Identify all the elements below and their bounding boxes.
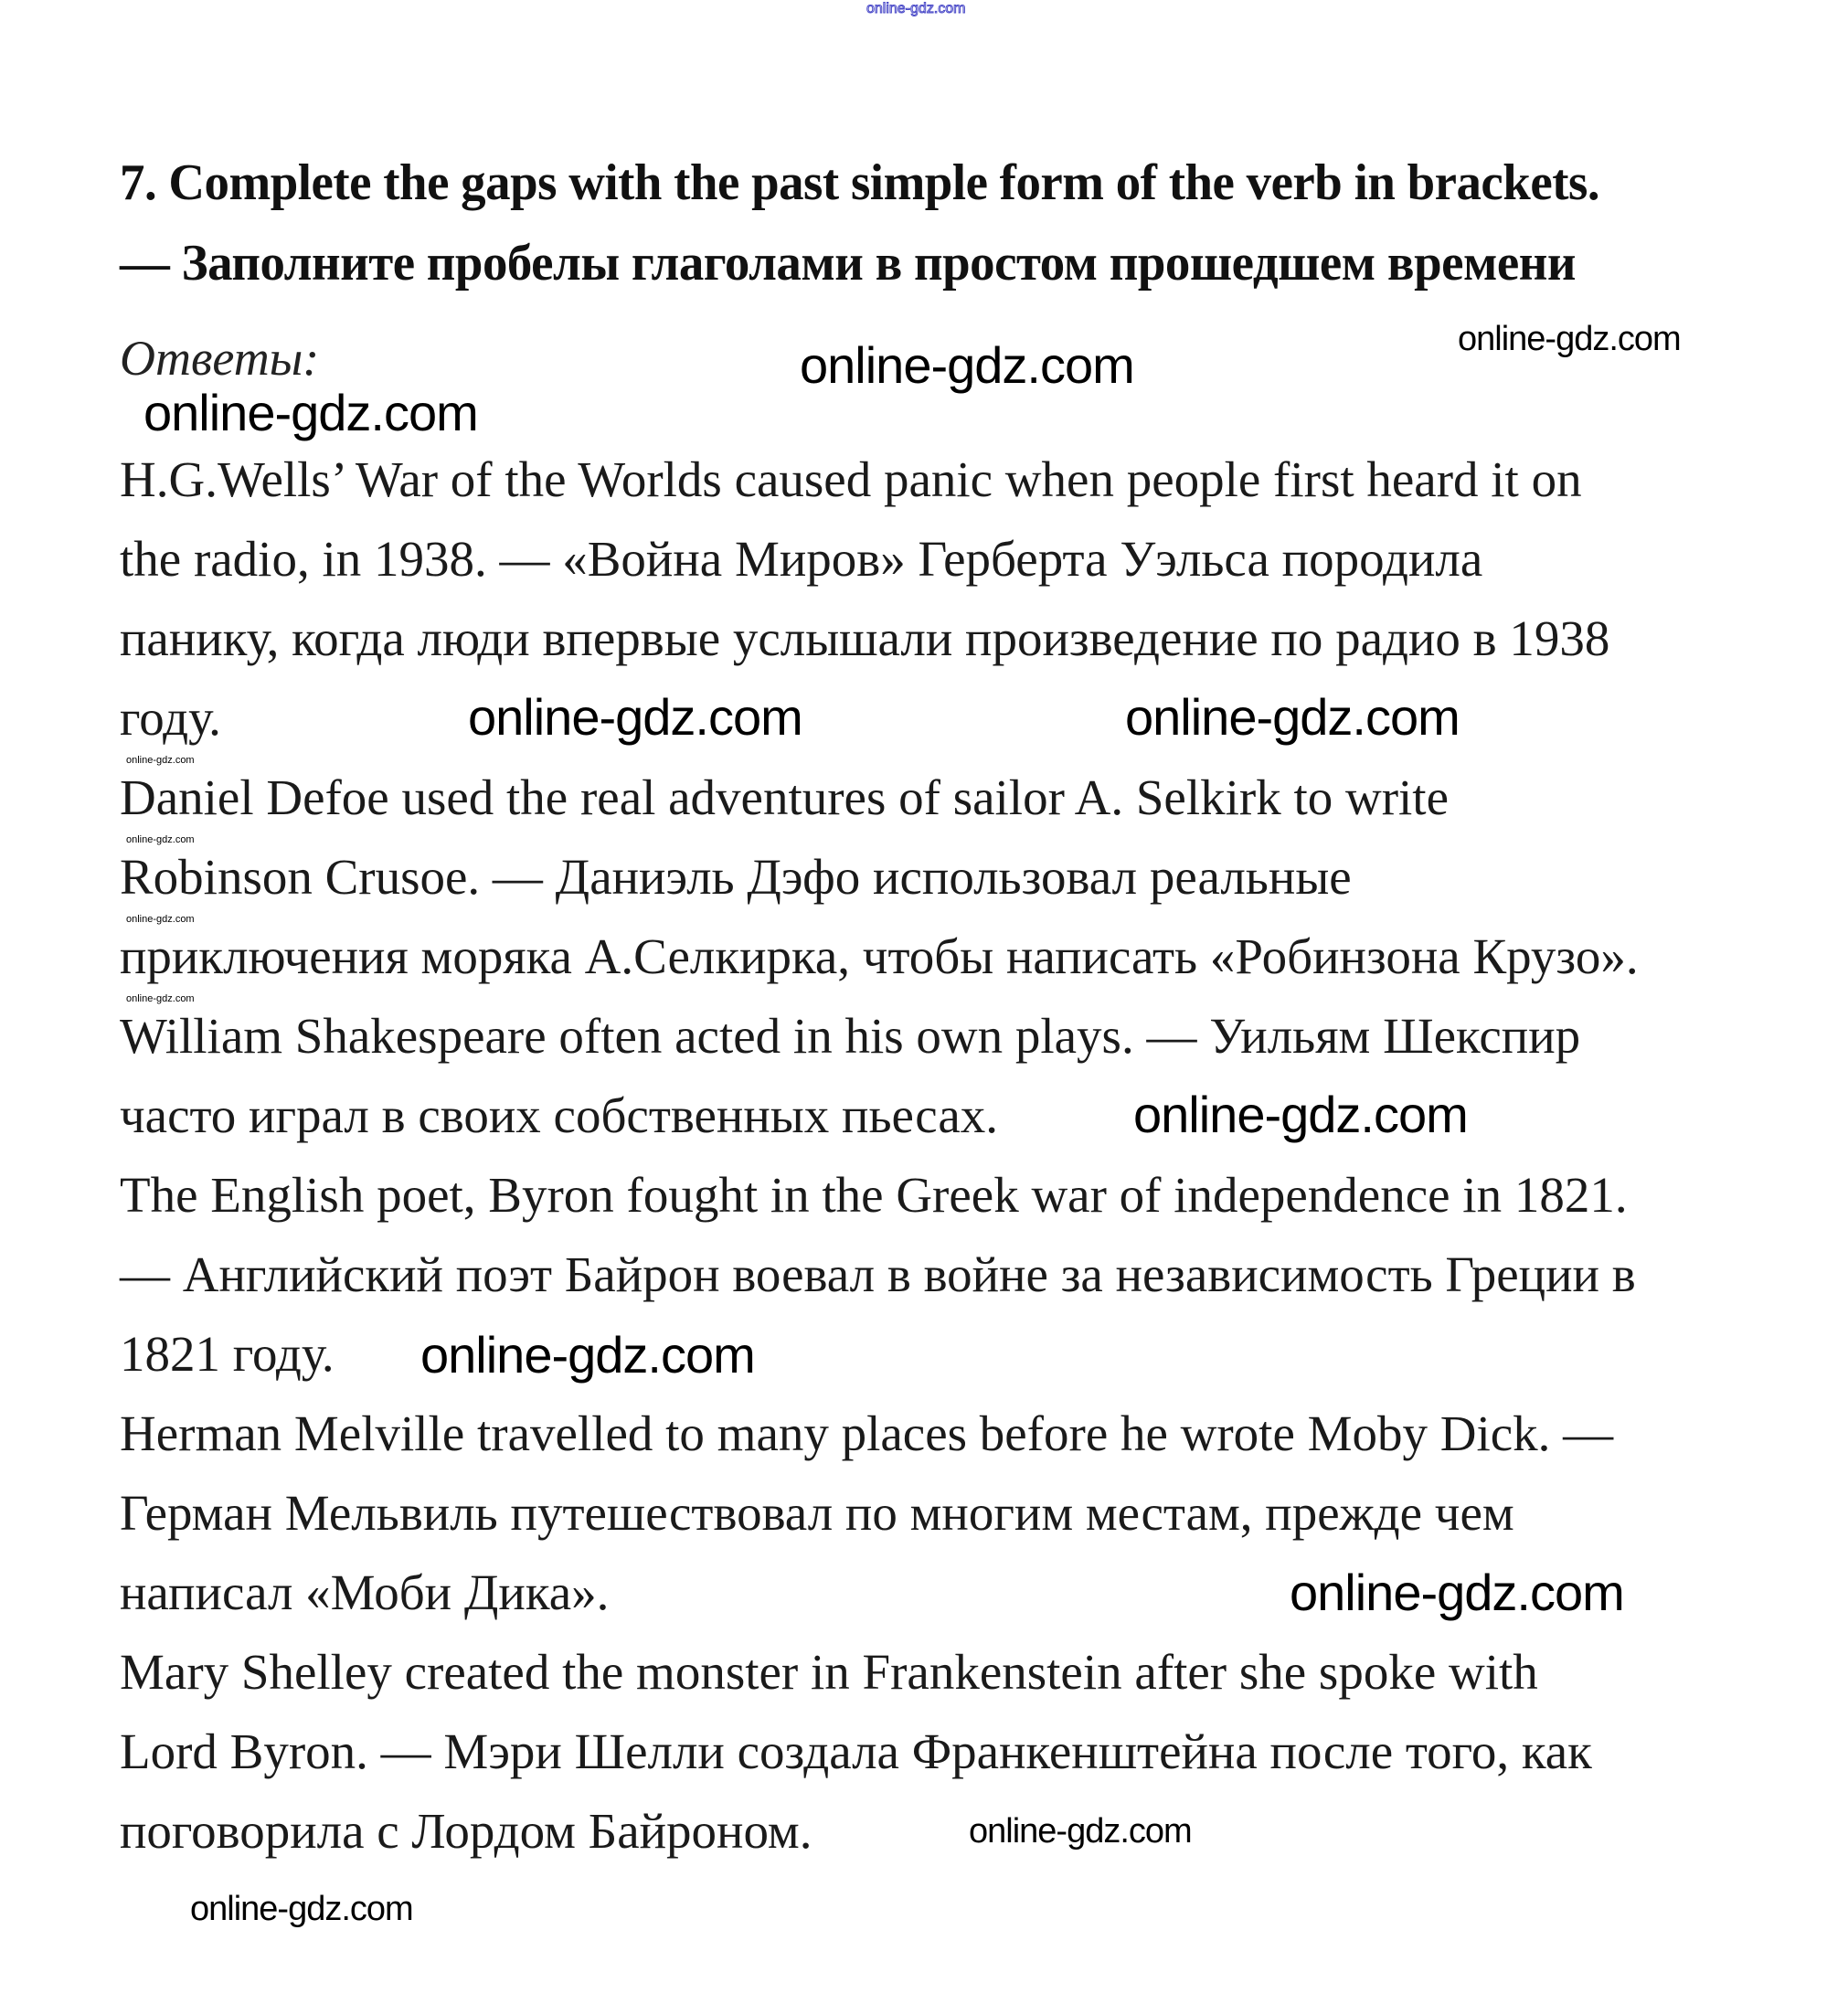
watermark: online-gdz.com <box>190 1890 413 1928</box>
watermark: online-gdz.com <box>468 688 802 746</box>
text-line: the radio, in 1938. — «Война Миров» Герберта Уэльса породила <box>120 531 1483 587</box>
text-line: Lord Byron. — Мэри Шелли создала Франкенштейна после того, как <box>120 1723 1592 1779</box>
watermark: online-gdz.com <box>420 1326 755 1384</box>
watermark: online-gdz.com <box>126 834 195 845</box>
text-line: William Shakespeare often acted in his own plays. — Уильям Шекспир <box>120 1008 1581 1064</box>
text-line: Mary Shelley created the monster in Frankenstein after she spoke with <box>120 1644 1538 1700</box>
watermark: online-gdz.com <box>1133 1086 1468 1143</box>
text-line: — Английский поэт Байрон воевал в войне за независимость Греции в <box>120 1246 1636 1302</box>
text-line: Herman Melville travelled to many places before he wrote Moby Dick. — <box>120 1405 1614 1461</box>
text-line: панику, когда люди впервые услышали произведение по радио в 1938 <box>120 610 1610 666</box>
watermark: online-gdz.com <box>126 914 195 925</box>
text-line: The English poet, Byron fought in the Greek war of independence in 1821. <box>120 1167 1628 1223</box>
text-line: написал «Моби Дика». <box>120 1564 610 1620</box>
text-line: часто играл в своих собственных пьесах. <box>120 1087 999 1143</box>
watermark-top: online-gdz.com <box>866 1 966 16</box>
watermark: online-gdz.com <box>1125 688 1460 746</box>
text-line: году. <box>120 690 221 746</box>
watermark: online-gdz.com <box>1458 320 1681 358</box>
watermark: online-gdz.com <box>1290 1564 1624 1621</box>
task-heading-english: 7. Complete the gaps with the past simple form of the verb in brackets. <box>120 154 1600 211</box>
text-line: поговорила с Лордом Байроном. <box>120 1803 812 1859</box>
answer-text <box>120 440 1639 1871</box>
text-line: Герман Мельвиль путешествовал по многим местам, прежде чем <box>120 1485 1514 1541</box>
watermark: online-gdz.com <box>800 336 1134 394</box>
text-line: Daniel Defoe used the real adventures of sailor A. Selkirk to write <box>120 769 1449 825</box>
task-heading-russian: — Заполните пробелы глаголами в простом прошедшем времени <box>120 235 1576 292</box>
watermark: online-gdz.com <box>143 384 478 441</box>
text-line: Robinson Crusoe. — Даниэль Дэфо использовал реальные <box>120 849 1352 905</box>
watermark: online-gdz.com <box>126 755 195 766</box>
answers-label: Ответы: <box>120 331 320 386</box>
watermark: online-gdz.com <box>969 1812 1192 1851</box>
text-line: H.G.Wells’ War of the Worlds caused panic when people first heard it on <box>120 451 1582 507</box>
text-line: 1821 году. <box>120 1326 335 1382</box>
text-line: приключения моряка А.Селкирка, чтобы написать «Робинзона Крузо». <box>120 928 1639 984</box>
watermark: online-gdz.com <box>126 993 195 1004</box>
